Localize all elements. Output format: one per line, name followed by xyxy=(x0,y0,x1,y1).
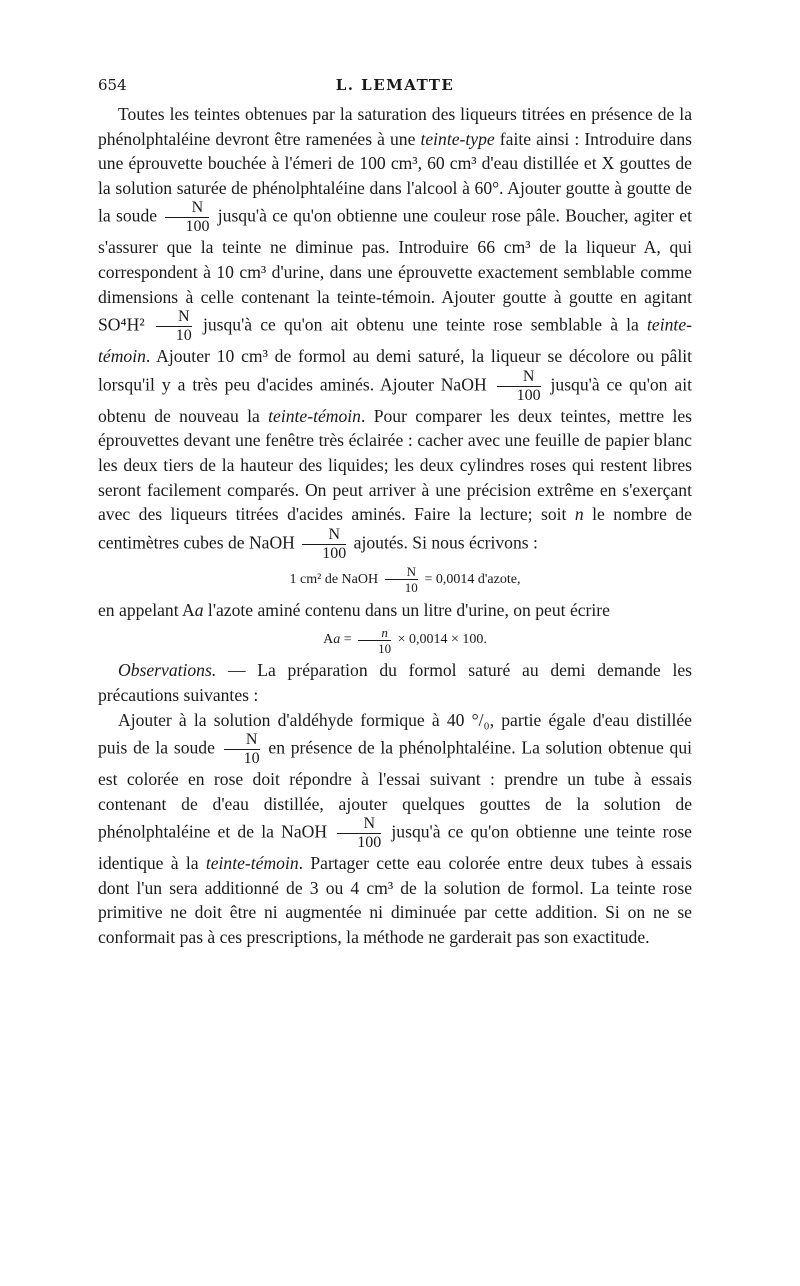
text-run: — La préparation du formol saturé au demi demande les précautions suivantes : xyxy=(98,660,692,705)
text-run: . Pour comparer les deux teintes, mettre les éprouvettes devant une fenêtre très éclairée : cacher avec une feuille de papier blanc les deux tiers de la hauteur des liquides; les deux cylindres roses qui restent libres seront facilement comparés. On peut arriver à une précision extrême en s'exerçant avec des liqueurs titrées d'acides aminés. Faire la lecture; soit xyxy=(98,405,692,525)
text-run: en appelant A xyxy=(98,599,195,620)
text-run: le nombre de centimètres cubes de NaOH xyxy=(98,504,692,553)
text-run: jusqu'à ce qu'on ait obtenu une teinte rose semblable à la xyxy=(194,314,648,335)
text-run: jusqu'à ce qu'on ait obtenu de nouveau la xyxy=(98,374,692,426)
fraction-numerator: N xyxy=(497,369,541,387)
fraction-n-over-10 xyxy=(358,626,391,655)
italic-run: teinte-type xyxy=(420,128,495,149)
paragraph-observations xyxy=(98,658,692,707)
text-run: l'azote aminé contenu dans un litre d'urine, on peut écrire xyxy=(203,599,610,620)
paragraph-azote-amine xyxy=(98,598,692,623)
fraction-denominator: 100 xyxy=(357,834,382,852)
fraction-numerator: N xyxy=(302,527,346,545)
equation-left: 1 cm² de NaOH xyxy=(289,571,379,587)
fraction-numerator: n xyxy=(358,626,391,641)
fraction-denominator: 100 xyxy=(185,218,210,236)
italic-run: a xyxy=(333,632,341,648)
equation-equals: = xyxy=(340,632,356,648)
running-header xyxy=(98,76,692,96)
fraction-n-10 xyxy=(385,565,418,594)
text-run: . Ajouter 10 cm³ de formol au demi saturé, la liqueur se décolore ou pâlit lorsqu'il y a très peu d'acides aminés. Ajouter NaOH xyxy=(98,346,692,395)
text-run: faite ainsi : Introduire dans une éprouvette bouchée à l'émeri de 100 cm³, 60 cm³ d'eau distillée et X gouttes de la solution saturée de phénolphtaléine dans l'alcool à 60°. Ajouter goutte à goutte de la soude xyxy=(98,128,692,226)
text-run: . Partager cette eau colorée entre deux tubes à essais dont l'un sera additionné de 3 ou 4 cm³ de la solution de formol. La teinte rose primitive ne doit être ni augmentée ni diminuée par cette addition. Si on ne se conformait pas à ces prescriptions, la méthode ne garderait pas son exactitude. xyxy=(98,853,693,948)
italic-run: a xyxy=(194,599,204,620)
fraction-numerator: N xyxy=(385,565,418,580)
fraction-denominator: 10 xyxy=(243,750,260,768)
fraction-n-100 xyxy=(337,816,381,851)
equation-right: = 0,0014 d'azote, xyxy=(421,571,521,587)
text-run: en présence de la phénolphtaléine. La solution obtenue qui est colorée en rose doit répondre à l'essai suivant : prendre un tube à essais contenant de d'eau distillée, ajouter quelques gouttes de la solution de phénolphtaléine et de la NaOH xyxy=(98,737,693,842)
text-run: jusqu'à ce qu'on obtienne une couleur rose pâle. Boucher, agiter et s'assurer que la teinte ne diminue pas. Introduire 66 cm³ de la liqueur A, qui correspondent à 10 cm³ d'urine, dans une éprouvette exactement semblable comme dimensions à celle contenant la teinte-témoin. Ajouter goutte à goutte en agitant SO⁴H² xyxy=(98,205,692,335)
fraction-n-100 xyxy=(497,369,541,404)
paragraph-teinte-type xyxy=(98,102,692,562)
fraction-numerator: N xyxy=(156,309,192,327)
body-text xyxy=(98,102,692,950)
text-run: ajoutés. Si nous écrivons : xyxy=(349,532,538,553)
fraction-denominator: 100 xyxy=(516,386,541,404)
fraction-n-100 xyxy=(165,200,209,235)
fraction-denominator: 10 xyxy=(175,327,192,345)
fraction-numerator: N xyxy=(224,732,260,750)
fraction-denominator: 10 xyxy=(378,640,392,656)
equation-right: × 0,0014 × 100. xyxy=(394,632,487,648)
fraction-numerator: N xyxy=(337,816,381,834)
fraction-n-100 xyxy=(302,527,346,562)
fraction-denominator: 10 xyxy=(404,580,418,595)
text-run: jusqu'à ce qu'on obtienne une teinte rose identique à la xyxy=(98,821,692,874)
italic-run: teinte-témoin xyxy=(205,853,299,874)
equation-aa xyxy=(98,622,692,658)
equation-naoh-azote xyxy=(98,562,692,598)
paragraph-procedure xyxy=(98,708,692,950)
italic-run: teinte-témoin xyxy=(268,405,361,426)
italic-run: n xyxy=(574,504,584,525)
text-run: Toutes les teintes obtenues par la saturation des liqueurs titrées en présence de la phénolphtaléine devront être ramenées à une xyxy=(98,104,692,149)
fraction-denominator: 100 xyxy=(322,544,347,562)
text-run: Ajouter à la solution d'aldéhyde formique à 40 °/₀, partie égale d'eau distillée puis de la soude xyxy=(98,709,692,758)
italic-run: teinte-témoin xyxy=(98,314,692,367)
equation-left: A xyxy=(323,632,334,648)
italic-run: Observations. xyxy=(118,660,217,681)
page-number: 654 xyxy=(98,76,127,94)
fraction-n-10 xyxy=(156,309,192,344)
running-head-author: L. LEMATTE xyxy=(335,76,455,94)
fraction-n-10 xyxy=(224,732,260,767)
fraction-numerator: N xyxy=(165,200,209,218)
